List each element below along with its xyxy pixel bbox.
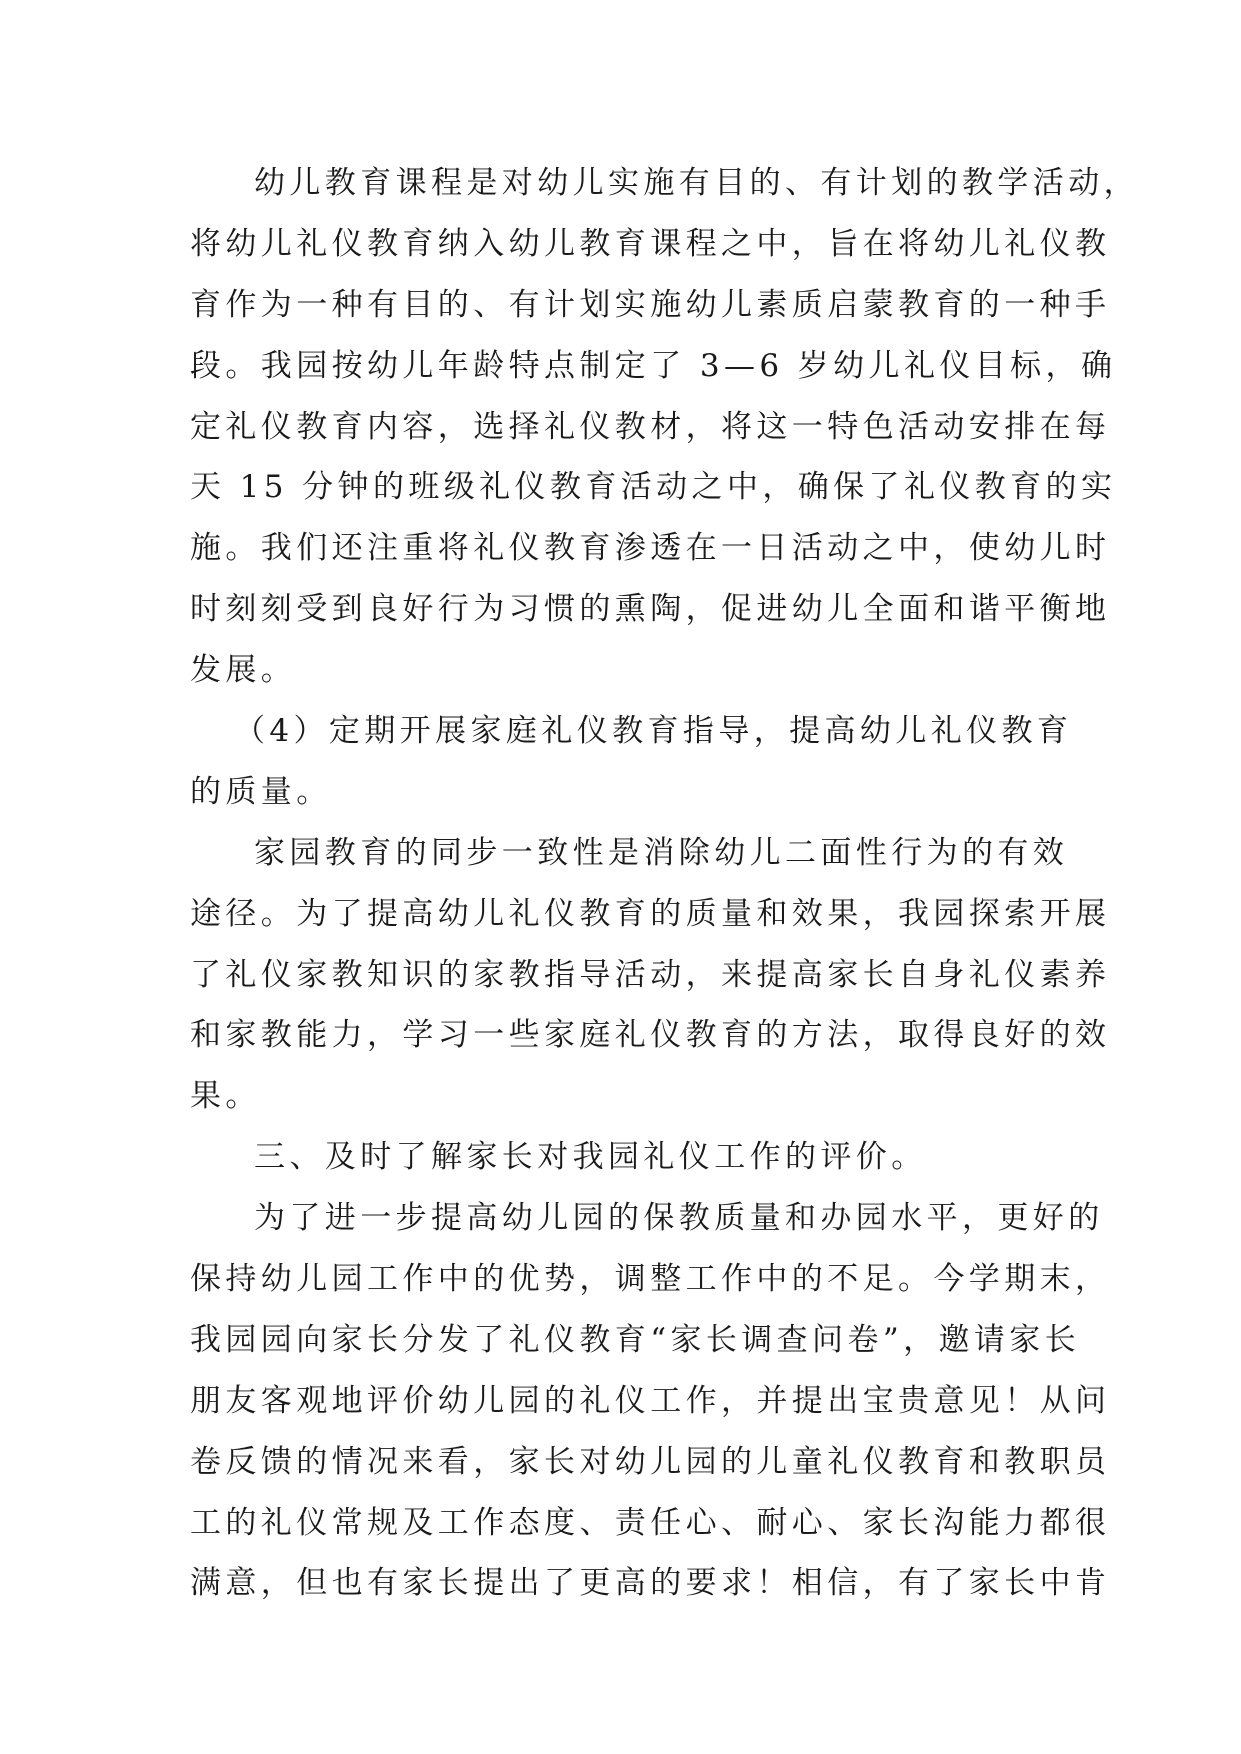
text-line: 了礼仪家教知识的家教指导活动，来提高家长自身礼仪素养 — [190, 956, 1111, 993]
text-line: 幼儿教育课程是对幼儿实施有目的、有计划的教学活动， — [254, 165, 1139, 201]
text-line: 发展。 — [190, 652, 297, 689]
text-line: 满意，但也有家长提出了更高的要求！相信，有了家长中肯 — [190, 1565, 1111, 1602]
section-heading-line: 三、及时了解家长对我园礼仪工作的评价。 — [254, 1139, 927, 1176]
text-line: 育作为一种有目的、有计划实施幼儿素质启蒙教育的一种手 — [190, 286, 1111, 323]
text-line: 途径。为了提高幼儿礼仪教育的质量和效果，我园探索开展 — [190, 895, 1111, 932]
text-line: 天 15 分钟的班级礼仪教育活动之中，确保了礼仪教育的实 — [190, 469, 1117, 506]
text-line: 保持幼儿园工作中的优势，调整工作中的不足。今学期末， — [190, 1261, 1111, 1298]
document-body — [190, 153, 1139, 1614]
text-line: 朋友客观地评价幼儿园的礼仪工作，并提出宝贵意见！从问 — [190, 1382, 1111, 1419]
text-line: 工的礼仪常规及工作态度、责任心、耐心、家长沟能力都很 — [190, 1504, 1111, 1541]
text-line: 和家教能力，学习一些家庭礼仪教育的方法，取得良好的效 — [190, 1017, 1111, 1054]
text-line: 施。我们还注重将礼仪教育渗透在一日活动之中，使幼儿时 — [190, 530, 1111, 567]
text-line: 我园园向家长分发了礼仪教育“家长调查问卷”，邀请家长 — [190, 1321, 1081, 1358]
text-line: 家园教育的同步一致性是消除幼儿二面性行为的有效 — [254, 834, 1069, 871]
text-line: 定礼仪教育内容，选择礼仪教材，将这一特色活动安排在每 — [190, 408, 1111, 445]
section-heading-line: （4）定期开展家庭礼仪教育指导，提高幼儿礼仪教育 — [234, 713, 1073, 750]
text-line: 时刻刻受到良好行为习惯的熏陶，促进幼儿全面和谐平衡地 — [190, 591, 1111, 628]
section-heading-line: 的质量。 — [190, 773, 332, 810]
text-line: 段。我园按幼儿年龄特点制定了 3—6 岁幼儿礼仪目标，确 — [190, 347, 1117, 384]
text-line: 卷反馈的情况来看，家长对幼儿园的儿童礼仪教育和教职员 — [190, 1443, 1111, 1480]
text-line: 将幼儿礼仪教育纳入幼儿教育课程之中，旨在将幼儿礼仪教 — [190, 225, 1111, 262]
text-line: 为了进一步提高幼儿园的保教质量和办园水平，更好的 — [254, 1200, 1104, 1237]
text-line: 果。 — [190, 1078, 261, 1115]
